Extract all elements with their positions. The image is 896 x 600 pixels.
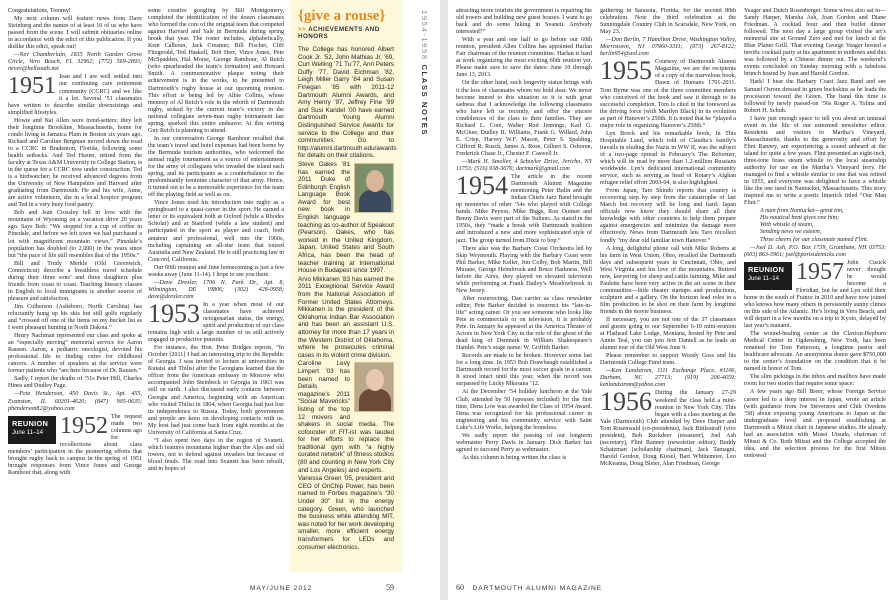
left-column-2: [148, 8, 284, 580]
paragraph: Yeager and Dutch Rosenberger. Some wives also sat in—Sandy Harper, Marsha Ash, Joan Gordon and Diane Friedman. A cocktail hour and then buffet dinner followed. The next day a large group visited the art’s memorial site at Ground Zero and met for lunch at the Blue Planet Grill. That evening George Yeager hosted a terrific cocktail party at his apartment in midtown and this was followed by a Chinese dinner out. The weekend’s events concluded on Sunday morning with a fabulous brunch hosted by Joan and Harold Gordon.: [744, 8, 886, 78]
reunion-dates: June 11–14: [12, 429, 43, 436]
paragraph: Our 60th reunion and June homecoming is just a few weeks away (June 11-14). I hope to see you there.: [148, 264, 284, 278]
right-column-3: [744, 8, 886, 580]
class-year-text: Courtesy of Dartmouth Alumni Magazine, we are the recipients of a copy of the marvelous book, Dawn of Humans 1701-2011. Tom Byrne was one of the three committee members who conceived of the book and saw it through to its successful completion. Tom is cited in the foreword as the driving force (with Marilyn Black) in its evolution as part of Hanover’s 250th. It is noted that he “played a major role in organizing Hanover’s 250th.”: [600, 59, 736, 129]
paragraph: Henry Nachman represented our class and spoke at an “especially moving” memorial service for Aaron Rausen. Aaron, a pediatric oncologist, devoted his professional life to finding cures for childhood cancers. A number of speakers at the service were former patients who “are here because of Dr. Rausen.”: [8, 333, 142, 375]
class-year-text: The request made two columns ago for recollections about class members’ participation in the pioneering efforts that brought rugby back to campus in the spring of 1951 brought responses from Vince Jones and George Rambour that, along with: [8, 413, 142, 476]
paragraph: A few years ago Bill Breer, whose Foreign Service career led to a deep interest in Japan, wrote an article (with guidance from Joe Stevenson and Chik Ovedens ’58) about exposing young Americans to Japan at the undergraduate level and proposed establishing at Dartmouth a Mitsui chair in Japanese studies. He already had an association with Mosei Utsuda, chairman of Mitsui & Co. Both Mitsui and the College accepted the idea, and the selection process for the first Mitsui endowed: [744, 389, 886, 459]
rouse-title: {give a rouse}: [298, 8, 386, 24]
paragraph: Please remember to support Woody Goss and his Dartmouth College Fund team.: [600, 353, 736, 367]
paragraph: The wound-healing center at the Claxton-Hepburn Medical Center in Ogdensburg, New York, has been renamed for Tom Patterson, a longtime pastor and healthcare advocate. An anonymous donor gave $750,000 to the center’s foundation on the condition that it be named in honor of Tom.: [744, 331, 886, 373]
class-notes-title: CLASS NOTES: [420, 64, 429, 137]
class-year-heading: 1955: [600, 56, 652, 86]
class-notes-label: [420, 10, 429, 136]
class-year-heading: 1952: [60, 412, 108, 439]
paragraph: As this column is being written the class is: [462, 454, 567, 461]
right-page: [448, 0, 896, 600]
reunion-label: REUNION: [12, 418, 49, 428]
class-year-text: Jean and I are well settled into our continuing care retirement community (CCRC) and we like it a lot. Several ’51 classmates have written to describe similar downsizings and simplified lifestyles.: [8, 74, 142, 116]
reunion-dates: June 11–14: [748, 275, 779, 282]
limerick-line: With whistle of steam,: [760, 222, 814, 229]
correspondent-signature: —Mark H. Smoller, 4 Schuyler Drive, Jericho, NY 11753; (516) 938-3676; dartmark@gmail.com: [456, 158, 592, 173]
paragraph: From Japan, Taro Shindo reports that country is recovering step by step from the catastrophe of last March but recovery will be long and hard. Japan officials now know they should share all their knowledge with other countries to help them prepare against emergencies and minimize the damage more effectively. News from Dartmouth lets Taro recollect fondly “my dear old familiar town Hanover.”: [600, 188, 736, 244]
paragraph: Vince Jones used his introduction into rugby as a springboard to a quasi-career in the sport. He earned a letter or its equivalent both at Oxford (while a Rhodes Scholar) and at Stanford (while a law student) and participated in the sport as player and coach, both amateur and professional, well into the 1960s, including captaining an all-star team that toured Australia and New Zealand. He is still practicing law in Concord, California.: [148, 200, 284, 263]
left-column-1: [8, 8, 142, 580]
portrait-photo: [354, 163, 394, 213]
paragraph: some creative googling by Bill Montgomery, completed the identification of the dozen classmates who formed the core of the original team that competed against Harvard and Yale in Bermuda during spring break that year. The roster includes, alphabetically, Kent Calhoun, Jack Creamer, Bill Fischer, Cliff Fitzgerald, Ted Haskell, Bob Herr, Vince Jones, Pete McSpadden, Hal Morse, George Rambour, Al Reich (who spearheaded the team’s formation) and Howard Smith. A commemorative plaque noting their achievement is in the works, to be presented to Dartmouth’s rugby house at our upcoming reunion. This effort is being led by Albie Collins, whose memory of Al Reich’s role in the rebirth of Dartmouth rugby, stoked by the current team’s victory in the national collegiate seven-man rugby tournament last spring, sparked this entire endeavor. At this writing Guy Reich is planning to attend.: [148, 8, 284, 134]
paragraph: Sadly, I report the deaths of ’51s Peter Hill, Charles Hines and Dudley Page.: [8, 376, 142, 390]
correspondent-signature: —Pete Henderson, 450 Davis St., Apt. 455, Evanston, IL 60201-4620; (847) 905-0635; phenderson82@yahoo.com: [8, 391, 142, 412]
class-year-heading: 1954: [456, 171, 508, 201]
class-notes-range: 1954-1958: [420, 10, 429, 61]
rouse-paragraph: The College has honored Albert Cook Jr. ’52, John Mathias Jr. ’69, Curt Welling ’71 Tu’77, Ann Peters Duffy ’77, David Eichman ’82, Leigh Miller Garry ’84 and Susan Finegan ’85 with 2011-12 Dartmouth Alumni Awards, and Amy Henry ’97, Jeffrey Fine ’99 and Susi Kandel ’00 have earned Dartmouth Young Alumni Distinguished Service Awards for service to the College and their communities. Go to http://alumni.dartmouth.edu/awards for details on their citations.: [298, 46, 397, 160]
paragraph: The slim pickings in the inbox and mailbox have made room for two stories that require some space:: [744, 374, 886, 388]
paragraph: On the other hand, such longevity status brings with it the loss of classmates whom we hold dear. We never become inured to this situation so it is with great sadness that I acknowledge the following classmates who have left us recently, and offer the sincere condolences of the class to their families. They are Richard L. Core, Walter Rod Jennings, Karl G. McGhee, Dudley R. Williams, Frank G. Willard, John E. Crisp, Harvey W.F. Mason, Peter S. Spalding, Clifford R. Rusch, James A. Rose, Gilbert S. Osborne, Frederick Chase Jr., Chester F. Caswell Jr.: [456, 80, 592, 157]
paragraph: At the December ’54 holiday luncheon at the Yale Club, attended by 50 (spouses included) for the first time, Dena Low was awarded the Class of 1954 Award. Dena was recognized for his professional career in engineering and his community service with Saint Luke’s Life Works, helping the homeless.: [456, 389, 592, 431]
reunion-badge: [8, 416, 56, 444]
page-gutter: [440, 0, 448, 600]
left-footer: [250, 583, 394, 592]
class-year-entry: [8, 414, 142, 477]
paragraph: gathering in Sarasota, Florida, for the second 80th celebration. Note the third celebration at the Sunningdale Country Club in Scarsdale, New York, on May 23.: [600, 8, 736, 36]
paragraph: We sadly report the passing of our longterm webmaster Perry Davis in January. Dick Barker has agreed to succeed Perry as webmaster.: [456, 432, 592, 453]
class-year-heading: 1953: [148, 298, 200, 328]
page-number-left: 59: [386, 583, 394, 592]
rouse-paragraph: Caroline Levy Limpert ’03 has been named to Details magazine’s 2011 “Social Mavericks” listing of the top 12 movers and shakers in social media. The cofounder of FIT-ist was lauded for her efforts to replace the traditional gym with “a highly curated network” of fitness studios (80 and counting in New York City and Los Angeles) and experts.: [298, 360, 394, 474]
paragraph: After resurrecting, Dan carrier as class newsletter editor, Pete Barker decided to resurrect his “late-in-life” acting career. Or you see someone who looks like Pete in commercials or on television, it is probably Pete. In January he appeared at the America Theater of Actors in New York City in the role of the ghost of the dead king of Denmark in William Shakespeare’s Hamlet. Pete’s stage name: W. Griffith Barker.: [456, 295, 592, 352]
give-a-rouse-sidebar: [290, 0, 402, 572]
magazine-name: DARTMOUTH ALUMNI MAGAZINE: [472, 585, 603, 592]
class-year-entry: [8, 74, 142, 116]
paragraph: Jim Culberson (Asheboro, North Carolina) has reluctantly hung up his skis but still golfs regularly and “crossed off one of the items on my bucket list as I went pheasant hunting in North Dakota.”: [8, 303, 142, 332]
portrait-photo: [354, 362, 394, 412]
paragraph: With a year and one half to go before our 60th reunion, president Allen Collins has appointed Harlan Fair chairman of the reunion committee. Harlan is hard at work organizing the most exciting 60th reunion yet. Please make sure to save the dates: June 10 through June 13, 2013.: [456, 37, 592, 79]
paragraph: Bill and Trudy Merkle (Old Greenwich, Connecticut) describe a breathless travel schedule during their three sons’ and three daughters plus friends from coast to coast. Teaching literacy classes in English to local immigrants is another source of pleasure and satisfaction.: [8, 260, 142, 302]
paragraph: A long, delightful phone call with Mike Roberts at his farm in West Union, Ohio, recalled the Dartmouth days and subsequent years in Cincinnati, Ohio, and West Virginia and his love of the mountains. Retired now, lawyering for sheep and cattle farming, Mike and Paulette have been very active in the art scene in their communities—little theater startups and productions, sculpture and a gallery. On the horizon lead roles in a film production to be shot on their farm by longtime friends in the movie business.: [600, 245, 736, 315]
limerick: [760, 208, 886, 243]
rouse-paragraph: Arvo Mikkanen ’83 has earned the 2011 Exceptional Service Award from the National Association of Former United States Attorneys. Mikkanen is the president of the Oklahoma Indian Bar Association and has been an assistant U.S. attorney for more than 17 years in the Western District of Oklahoma, where he prosecutes criminal cases in its violent crime division.: [298, 275, 394, 359]
class-year-text: During the January 27-29 weekend the class held a mini-reunion in New York City. This began with a class meeting at the Yale (Dartmouth) Club attended by Dave Harper and Tom Rosenwald (co-presidents), Jack Bittlestraff (vice president), Bob Ruckdeer (treasurer), Joel Ash (secretary), Flint Ranney (newsletter editor), Buddy Schatzman (scholarship chairman), Jack Tamagni, Harold Gordon, Doug Kiesel, Bart Whittemore, Leo McKeanna, Doug Bleier, Alan Friedman, George: [600, 390, 736, 467]
rouse-paragraph: Vanessa Green ’05, president and CEO of OnChip Power, has been named to Forbes magazine’s “30 Under 30” list in the energy category. Green, who launched the business while attending MIT, was noted for her work developing smaller, more efficient energy transformers for LEDs and consumer electronics.: [298, 475, 394, 551]
paragraph: For instance, the Hon. Peter Bridges reports, “In October [2011] I had an interesting trip to the Republic of Georgia. I was invited to lecture at universities in Kutaisi and Tbilisi after the Georgians learned that the officer from the American embassy in Moscow who accompanied John Steinbeck to Georgia in 1963 was still on earth. I also discussed early contacts between Georgia and America, beginning with an American who visited Tbilisi in 1804, when Georgia had just lost its independence to Russia. Today, both government and people are keen on developing contacts with us. My host had just come back from eight months at the University of California at Santa Cruz.: [148, 345, 284, 436]
limerick-line: Sending news we esteem,: [760, 229, 822, 236]
correspondent-signature: —Dave Drexler, 1706 N. Park Dr., Apt. 8, Wilmington, DE 19806; (302) 428-0958; dave@drexler.com: [148, 279, 284, 300]
limerick-line: A man from Nantucket—great tim,: [760, 208, 844, 215]
rouse-body: [298, 46, 397, 551]
class-year-entry: [744, 260, 886, 330]
class-notes-spine: [404, 0, 438, 600]
paragraph: Hark! I hear the Barbary Coast Jazz Band and see Samuel Osrom dressed in green buckskins as he leads the procession toward the Green. The band this time is followed by newly passed-on ’56s Roger A. Tolina and Robert H. Schuh.: [744, 79, 886, 114]
limerick-line: Three cheers for our classmate named Flint.: [760, 236, 869, 243]
page-number-right: 60: [456, 583, 464, 592]
right-footer: [456, 583, 602, 592]
paragraph: My next column will feature news from Dave Steinberg and the names of at least 16 of us who have passed from the scene. I will submit obituaries online in accordance with the edict of this publication. If you dislike this edict, speak out!: [8, 16, 142, 51]
class-year-heading: 1951: [8, 73, 56, 100]
paragraph: “I also spent two days in the region of Svaneti, which features mountains higher than the Alps and old towers, not to defend against invaders but because of blood feuds. The road into Svaneti has been rebuilt, and in hopes of: [148, 437, 284, 472]
double-chevron-icon: >>: [298, 26, 307, 33]
rouse-paragraph: Steve Oakes ’81 has earned the 2011 Duke of Edinburgh English Language Book Award for best new book in English language teaching as co-author of Speakout (Pearson). Oakes, who has worked in the United Kingdom, Japan, United States and South Africa, has been the head of teacher training at International House in Budapest since 1997.: [298, 160, 394, 275]
reunion-label: REUNION: [748, 264, 785, 274]
rouse-subtitle-text: ACHIEVEMENTS AND HONORS: [298, 26, 380, 40]
rouse-subtitle: [298, 26, 394, 40]
paragraph: Congratulations, Tommy!: [8, 8, 71, 14]
paragraph: There also was the Barbary Coast Orchestra led by Skip Weymouth. Playing with the Barbary Coast were Phil Barker, Mike Keller, Jim Colby, Bob Martin, Bill Murane, George Heimbrook and Bruce Harkness. Well before the Aires, they played on elevated television while performing at Frank Dailey’s Meadowbrook in New Jersey.: [456, 245, 592, 294]
paragraph: attracting more tourists the government is repairing the old towers and building new guest houses. I want to go back and do some hiking in Svaneti. Anybody interested?”: [456, 8, 592, 36]
paragraph: In our conversation George Rambour recalled that the team’s travel and hotel expenses had been borne by the Bermuda tourism authorities, who welcomed the annual rugby tournament as a source of entertainment for the army of collegians who invaded the island each spring, and its participants as a counterbalance to the predominantly feminine character of that army. Hence, it turned out to be a memorable experience for the team off the playing field as well as on.: [148, 135, 284, 199]
correspondent-signature: —Nev Chamberlain, 1835 North Garden Grove Circle, Vero Beach, FL 32962; (772) 569-2893; nevev@bellsouth.net: [8, 52, 142, 73]
correspondent-signature: —Ken Lundstrom, 1111 Exchange Place, #1106, Durham, NC 27713; (919) 206-4659; kenlundstrom@yahoo.com: [600, 368, 736, 389]
limerick-line: His nautical bent gives one him;: [760, 215, 840, 222]
paragraph: Bob and Jean Crossley fell in love with the mountains of Wyoming on a vacation drive 20 years ago. Says Bob: “We stopped for a cup of coffee in Pinedale, and before we left town we had purchased a lot with magnificent mountain views.” Pinedale’s population has doubled (to 2,000) in the years since but “the pace of life still resembles that of the 1950s.”: [8, 210, 142, 259]
paragraph: I have just enough space to tell you about an unusual event in the life of our esteemed newsletter editor. Residents and visitors to Martha’s Vineyard, Massachusetts, thanks to the generosity and effort by Flint Ranney, are experiencing a sound unheard at the island for quite a few years. Flint presented an eight-inch, three-tone brass steam whistle to the local steamship authority for use on the Martha’s Vineyard ferry. He managed to find a whistle similar to one that was retired in 1955, and everyone was delighted to have a whistle like the one used in Nantucket, Massachusetts. This story inspired me to write a poetic limerick titled “Our Man Flint.”: [744, 115, 886, 207]
class-year-text: The article in the recent Dartmouth Alumni Magazine mentioning Peter Bulin and the Indian Chiefs Jazz Band brought up memories of other ’54s who played with College bands. Mike Peyton, Mike Biggs, Ron Ouimet and Benny Davis were part of the Sultans. As stated in the 1950s, they “made a break with Dartmouth tradition and introduced a new and more sophisticated style of jazz. The group turned from Dixie to bop.”: [456, 174, 592, 244]
left-page: [0, 0, 440, 600]
paragraph: Lyn Brock and his remarkable book, In This Hospitable Land, which told of Claudia’s family’s travails in eluding the Nazis in WW II, was the subject of a two-page spread in February’s The Reformer, which will be read by more than 1.2-million Russians worldwide. Lyn’s dedicated international community service, such as serving as head of Rotary’s Afghan refugee relief effort 2003-04, is also highlighted.: [600, 130, 736, 187]
correspondent-signature: —Don Berlin, 7 Hamilton Drive, Washington Valley, Morristown, NJ 07960-3311; (973) 267-8122; berlin954@aol.com: [600, 37, 736, 58]
right-column-2: [600, 8, 736, 580]
paragraph: Records are made to be broken. However some last for a long time. In 1953 Bob Drawbaugh established a Dartmouth record for the most soccer goals in a career. It stood intact until this year, when the record was surpassed by Lucky Mkosana ’12.: [456, 353, 592, 388]
class-year-text: John Cusick never thought he would become a Floridian, but he and Lyn sold their home in the south of France in 2010 and have now joined who knows how many others in persistently sunny climes on this side of the Atlantic. He’s living in Vero Beach, and will depart in a few months on a trip to Kyoto, delayed by last year’s tsunami.: [744, 259, 886, 330]
class-year-text: In a year when most of our classmates have achieved octogenarian status, the energy, spirit and production of our class remains high with a large number of us still actively engaged in productive pursuits.: [148, 301, 284, 344]
class-year-entry: [456, 171, 592, 244]
class-year-heading: 1957: [796, 258, 844, 285]
class-year-entry: [600, 387, 736, 468]
reunion-badge: [744, 262, 792, 290]
class-year-entry: [600, 56, 736, 129]
issue-date: MAY/JUNE 2012: [250, 585, 313, 592]
class-year-entry: [148, 298, 284, 344]
right-column-1: [456, 8, 592, 580]
correspondent-signature: —Joel D. Ash, P.O. Box 1739, Grantham, NH 03753; (603) 863-3961; joel@portsidemicks.com: [744, 244, 886, 258]
paragraph: If necessary, you are not one of the 37 classmates and guests going to our September 6-10 mini-reunion at Flathead Lake Lodge, Montana, hosted by Pete and Annie Teal, you can join Jere Daniell as he leads an alumni tour of the Old West June 9.: [600, 317, 736, 352]
paragraph: Howie and Nat Allen were trend-setters; they left their longtime Brookline, Massachusetts, home for condo living in Jamaica Plain in Boston six years ago. Richard and Caroline Bergman moved down the road to a CCRC in Bradenton, Florida, following some health setbacks. And Ted Hazen, retired from the faculty at Texas A&M University in College Station, is in the queue for a CCRC now under construction. Ted is a birdwatcher; he received advanced degrees from the University of New Hampshire and Harvard after graduating from Dartmouth. He and his wife, Anne, are active volunteers, she in a local hospice program and Ted in a very busy food pantry.: [8, 117, 142, 209]
class-year-heading: 1956: [600, 387, 652, 417]
